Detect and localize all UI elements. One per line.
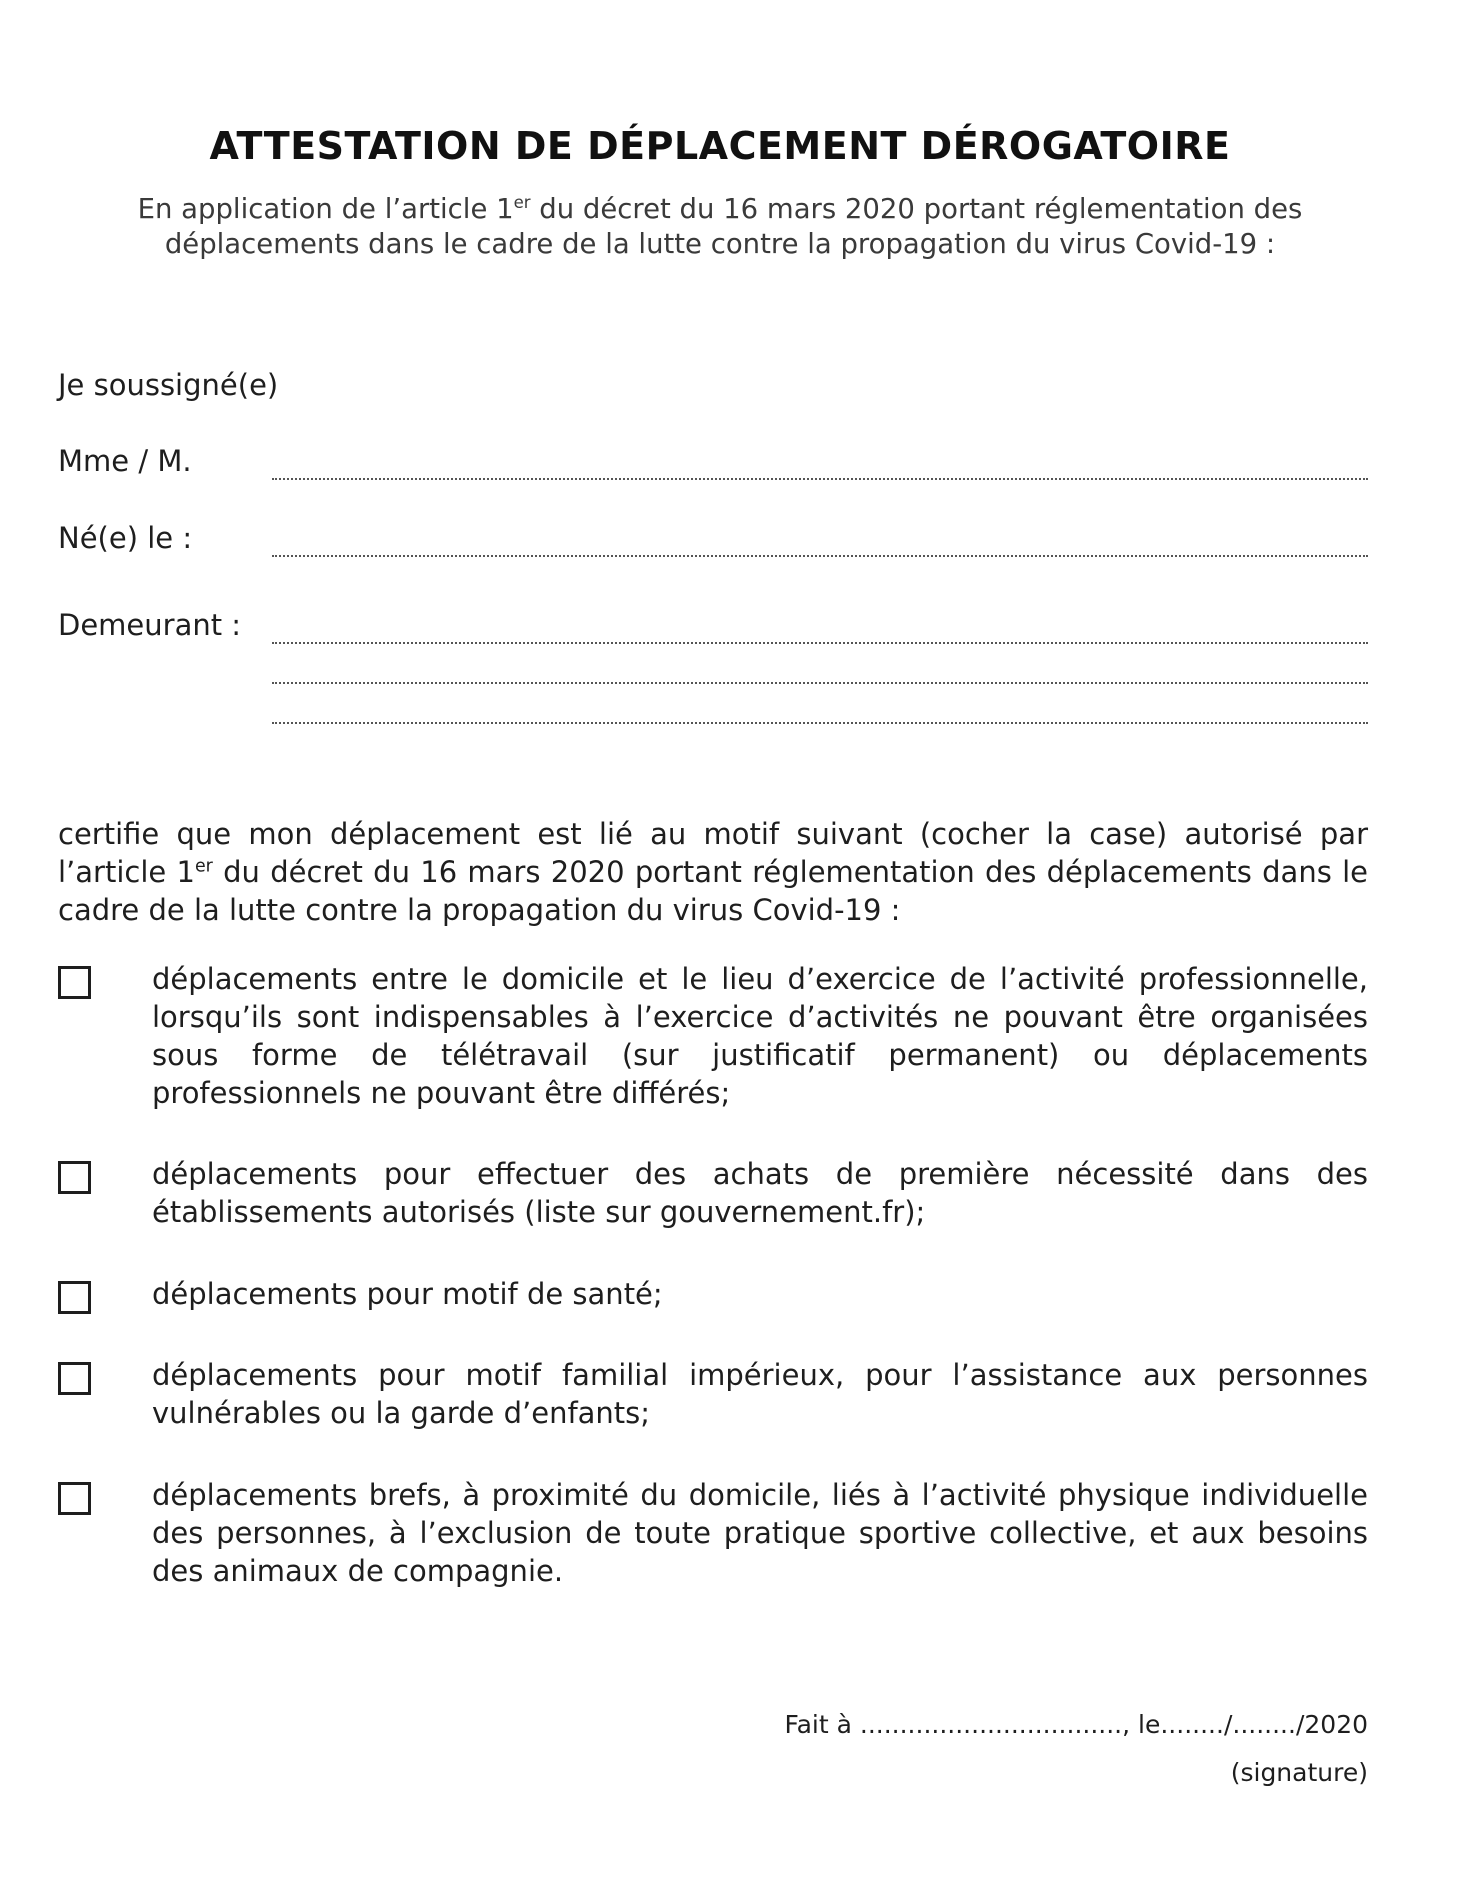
day-field[interactable]: ........ [1160, 1710, 1224, 1739]
place-prefix: Fait à [784, 1710, 860, 1739]
name-label: Mme / M. [58, 444, 192, 478]
name-field[interactable] [272, 478, 1368, 480]
option-shopping-checkbox[interactable] [58, 1161, 91, 1194]
place-date-line [785, 1710, 1369, 1739]
date-prefix: , le [1122, 1710, 1161, 1739]
birth-date-label: Né(e) le : [58, 521, 193, 555]
subtitle-text-2: du décret du 16 mars 2020 portant réglementation des déplacements dans le cadre de la lutte contre la propagation du virus Covid-19 : [164, 193, 1303, 260]
certification-paragraph [58, 815, 1368, 929]
certification-text-1: certifie que mon déplacement est lié au motif suivant (cocher la case) autorisé par l’article 1 [58, 817, 1368, 889]
option-family-text: déplacements pour motif familial impérieux, pour l’assistance aux personnes vulnérables ou la garde d’enfants; [152, 1358, 1368, 1430]
month-field[interactable]: ........ [1232, 1710, 1296, 1739]
option-shopping-text: déplacements pour effectuer des achats de première nécessité dans des établissements autorisés (liste sur gouvernement.fr); [152, 1157, 1368, 1229]
option-exercise-checkbox[interactable] [58, 1482, 91, 1515]
date-separator: / [1223, 1710, 1233, 1739]
option-family-checkbox[interactable] [58, 1362, 91, 1395]
document-subtitle [100, 192, 1340, 262]
place-field[interactable]: ................................. [859, 1710, 1123, 1739]
option-professional-text: déplacements entre le domicile et le lieu d’exercice de l’activité professionnelle, lorsqu’ils sont indispensables à l’exercice d’activités ne pouvant être organisées sous forme de télétravail (sur justificatif permanent) ou déplacements professionnels ne pouvant être différés; [152, 962, 1368, 1110]
option-exercise-text: déplacements brefs, à proximité du domicile, liés à l’activité physique individuelle des personnes, à l’exclusion de toute pratique sportive collective, et aux besoins des animaux de compagnie. [152, 1478, 1368, 1588]
address-field-line-1[interactable] [272, 642, 1368, 644]
address-field-line-2[interactable] [272, 682, 1368, 684]
subtitle-superscript: er [513, 192, 531, 212]
signature-label: (signature) [1230, 1758, 1368, 1787]
year-text: /2020 [1295, 1710, 1368, 1739]
birth-date-field[interactable] [272, 555, 1368, 557]
subtitle-text-1: En application de l’article 1 [137, 193, 514, 225]
address-label: Demeurant : [58, 608, 242, 642]
undersigned-label: Je soussigné(e) [58, 368, 279, 402]
option-health-text: déplacements pour motif de santé; [152, 1277, 663, 1311]
option-professional-checkbox[interactable] [58, 966, 91, 999]
certification-superscript: er [194, 856, 213, 877]
certification-text-2: du décret du 16 mars 2020 portant réglementation des déplacements dans le cadre de la lutte contre la propagation du virus Covid-19 : [58, 855, 1368, 927]
document-title: ATTESTATION DE DÉPLACEMENT DÉROGATOIRE [209, 124, 1231, 168]
option-health-checkbox[interactable] [58, 1281, 91, 1314]
address-field-line-3[interactable] [272, 722, 1368, 724]
